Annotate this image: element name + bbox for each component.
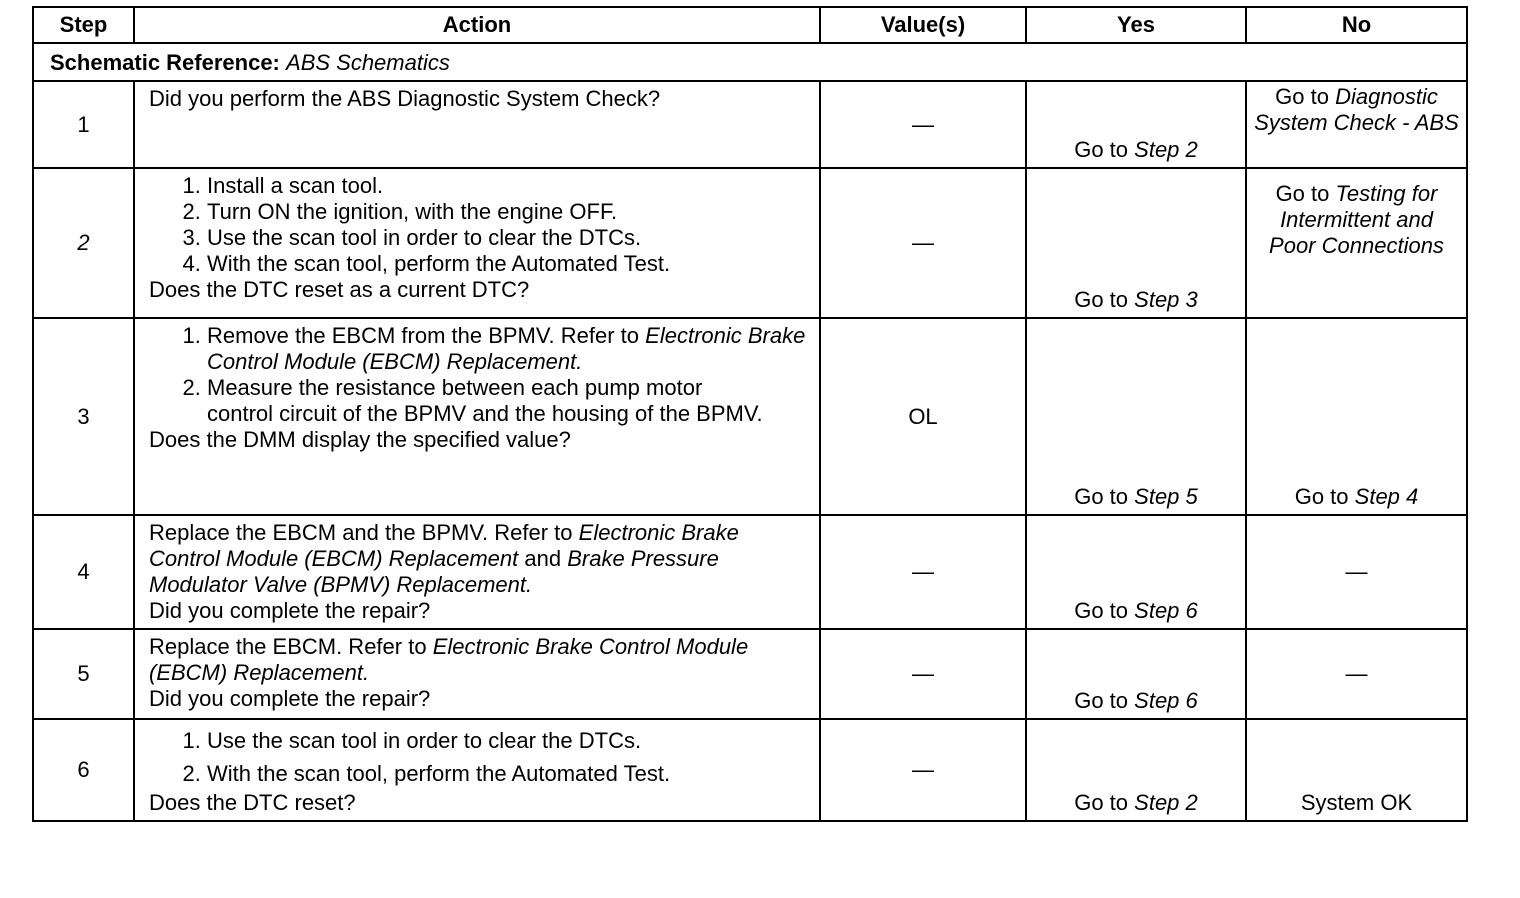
header-yes: Yes [1026, 7, 1246, 43]
yes-step-link[interactable]: Step 6 [1134, 598, 1198, 623]
yes-cell [1026, 168, 1246, 318]
list-item: 4. With the scan tool, perform the Automated Test. [207, 251, 811, 277]
action-cell [134, 719, 820, 821]
go-to-text: Go to [1074, 688, 1129, 713]
no-cell: System OK [1246, 719, 1467, 821]
yes-cell [1026, 515, 1246, 629]
step-number: 5 [33, 629, 134, 719]
go-to-text: Go to [1275, 84, 1329, 109]
action-steps-list [149, 173, 811, 277]
table-row-step-1 [33, 81, 1467, 168]
no-cell [1246, 81, 1467, 168]
action-cell [134, 168, 820, 318]
yes-cell [1026, 719, 1246, 821]
no-cell [1246, 168, 1467, 318]
action-cell [134, 515, 820, 629]
action-cell [134, 629, 820, 719]
schematic-reference [33, 43, 1467, 81]
list-item: 3. Use the scan tool in order to clear the DTCs. [207, 225, 811, 251]
step-number: 2 [33, 168, 134, 318]
procedure-link[interactable]: Electronic Brake Control Module (EBCM) Replacement. [207, 323, 806, 374]
value-cell: — [820, 81, 1026, 168]
procedure-link[interactable]: Electronic Brake Control Module (EBCM) Replacement. [149, 634, 749, 685]
header-no: No [1246, 7, 1467, 43]
go-to-text: Go to [1074, 790, 1129, 815]
value-cell: — [820, 515, 1026, 629]
action-question: Did you complete the repair? [149, 686, 431, 711]
value-cell: — [820, 168, 1026, 318]
action-cell [134, 318, 820, 515]
list-item: 1. Use the scan tool in order to clear the DTCs. [207, 724, 811, 757]
go-to-text: Go to [1074, 598, 1129, 623]
yes-step-link[interactable]: Step 6 [1134, 688, 1198, 713]
value-cell: — [820, 629, 1026, 719]
schematic-reference-row [33, 43, 1467, 81]
table-row-step-4 [33, 515, 1467, 629]
yes-cell [1026, 318, 1246, 515]
go-to-text: Go to [1074, 287, 1129, 312]
list-item: 2. With the scan tool, perform the Automated Test. [207, 757, 811, 790]
no-cell: — [1246, 515, 1467, 629]
no-procedure-link[interactable]: Diagnostic System Check - ABS [1254, 84, 1459, 135]
table-row-step-6 [33, 719, 1467, 821]
no-step-link[interactable]: Step 4 [1354, 484, 1419, 509]
no-cell: — [1246, 629, 1467, 719]
action-text: Replace the EBCM. Refer to [149, 634, 427, 659]
go-to-text: Go to [1275, 181, 1330, 206]
step-number: 6 [33, 719, 134, 821]
yes-step-link[interactable]: Step 3 [1134, 287, 1198, 312]
action-question: Does the DMM display the specified value? [149, 427, 571, 452]
table-row-step-5 [33, 629, 1467, 719]
yes-step-link[interactable]: Step 2 [1134, 790, 1198, 815]
list-item: 2. Turn ON the ignition, with the engine OFF. [207, 199, 811, 225]
action-cell [134, 81, 820, 168]
value-cell: OL [820, 318, 1026, 515]
diagnostic-table [32, 6, 1468, 822]
action-steps-list [149, 724, 811, 790]
action-question: Does the DTC reset as a current DTC? [149, 277, 530, 302]
yes-cell [1026, 629, 1246, 719]
procedure-link[interactable]: Electronic Brake Control Module (EBCM) Replacement [149, 520, 739, 571]
yes-cell [1026, 81, 1246, 168]
header-action: Action [134, 7, 820, 43]
procedure-link[interactable]: Brake Pressure Modulator Valve (BPMV) Replacement. [149, 546, 719, 597]
table-row-step-3 [33, 318, 1467, 515]
action-steps-list [149, 323, 811, 427]
list-item: 2. Measure the resistance between each pump motor control circuit of the BPMV and the housing of the BPMV. [207, 375, 811, 427]
no-cell [1246, 318, 1467, 515]
action-text: and [524, 546, 562, 571]
action-text: Did you perform the ABS Diagnostic System Check? [149, 86, 661, 111]
yes-step-link[interactable]: Step 5 [1134, 484, 1198, 509]
list-item-text: Remove the EBCM from the BPMV. Refer to [207, 323, 640, 348]
header-step: Step [33, 7, 134, 43]
action-text: Replace the EBCM and the BPMV. Refer to [149, 520, 573, 545]
header-row [33, 7, 1467, 43]
step-number: 1 [33, 81, 134, 168]
no-procedure-link[interactable]: Testing for Intermittent and Poor Connections [1269, 181, 1444, 258]
action-question: Did you complete the repair? [149, 598, 431, 623]
step-number: 3 [33, 318, 134, 515]
go-to-text: Go to [1294, 484, 1349, 509]
table-row-step-2 [33, 168, 1467, 318]
go-to-text: Go to [1074, 484, 1129, 509]
header-values: Value(s) [820, 7, 1026, 43]
step-number: 4 [33, 515, 134, 629]
list-item: 1. Install a scan tool. [207, 173, 811, 199]
schematic-reference-label: Schematic Reference: [50, 50, 280, 75]
go-to-text: Go to [1074, 137, 1129, 162]
action-question: Does the DTC reset? [149, 790, 356, 815]
schematic-reference-link[interactable]: ABS Schematics [286, 50, 450, 75]
yes-step-link[interactable]: Step 2 [1134, 137, 1198, 162]
list-item [207, 323, 811, 375]
value-cell: — [820, 719, 1026, 821]
